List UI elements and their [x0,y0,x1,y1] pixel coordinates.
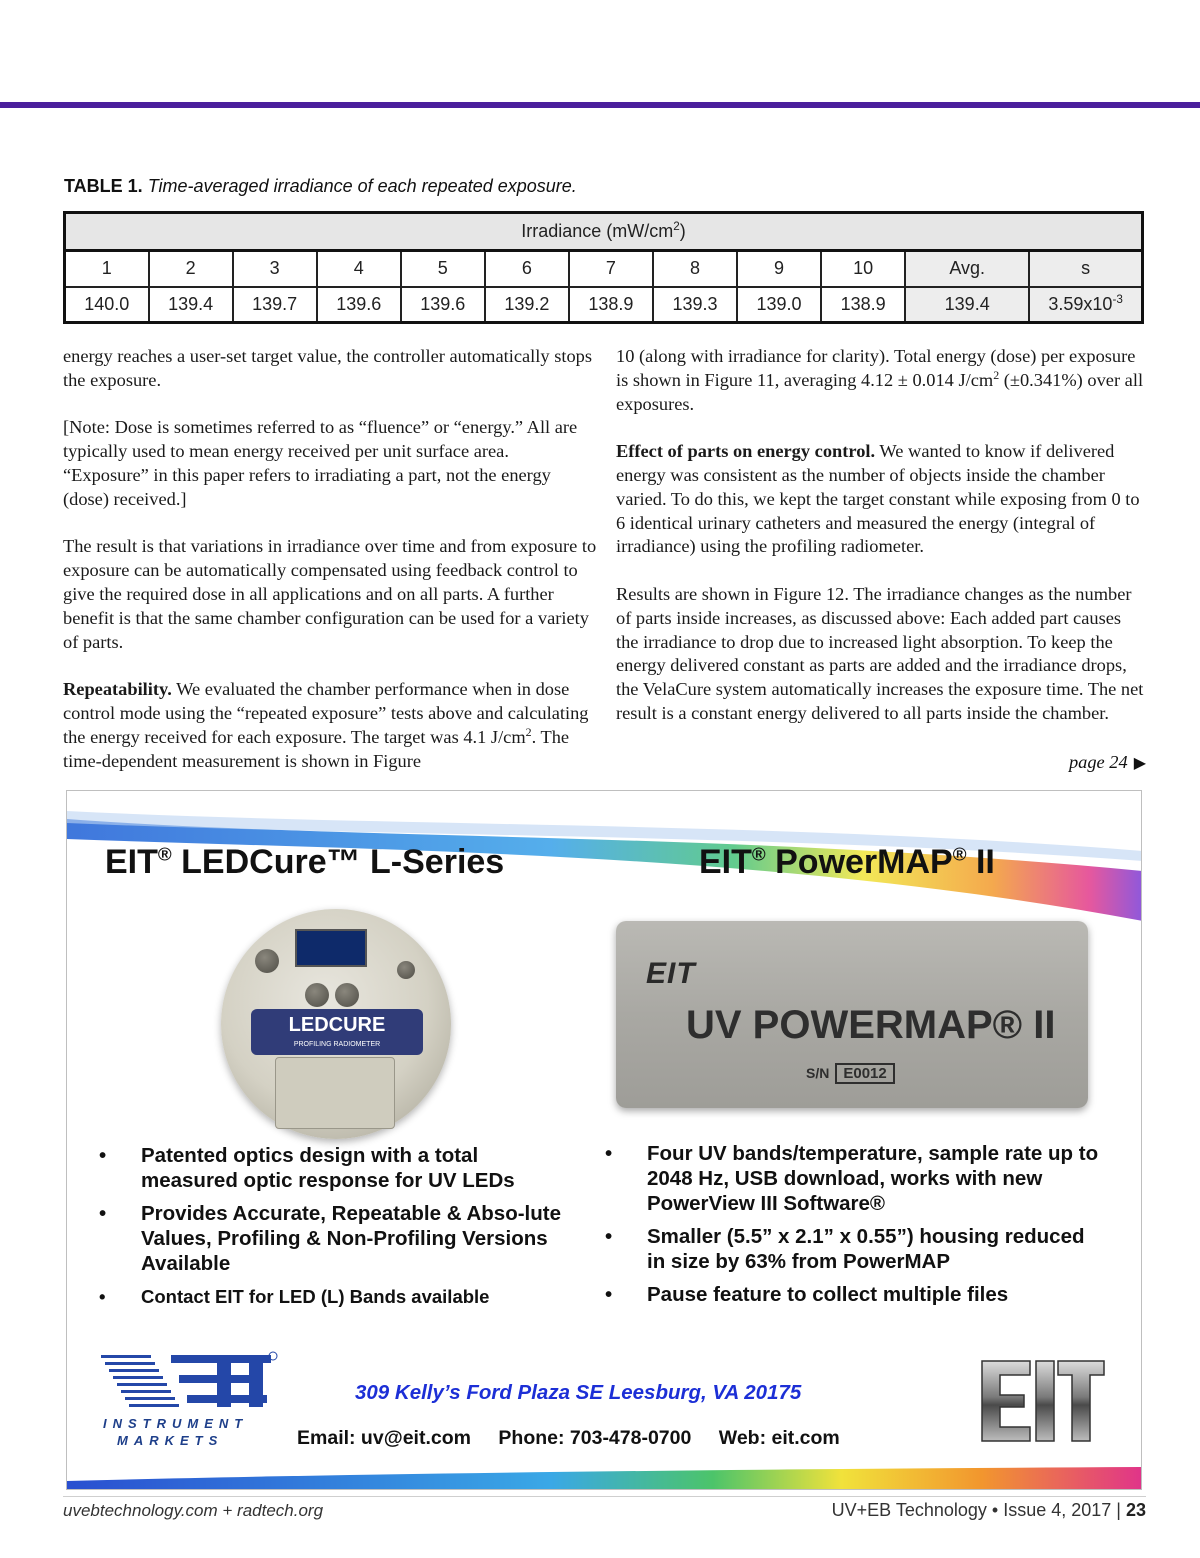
device-brand-label: LEDCURE PROFILING RADIOMETER [251,1009,423,1055]
ledcure-feature-list [99,1143,579,1317]
table-cell-std-dev: $3.59x10^{-3}$ [1029,287,1142,323]
table-column-row [65,251,1143,287]
eit-chrome-logo-icon [972,1351,1110,1451]
company-address: 309 Kelly’s Ford Plaza SE Leesburg, VA 20175 [355,1381,802,1404]
ledcure-device-image [221,909,451,1139]
device-button-icon [335,983,359,1007]
table-caption-text: Time-averaged irradiance of each repeated exposure. [147,176,577,196]
table-caption-label: TABLE 1. [64,176,143,196]
table-cell: 139.4 [149,287,233,323]
column-header: 9 [737,251,821,287]
powermap-heading: EIT® PowerMAP® II [699,843,995,881]
section-heading: Repeatability. [63,679,172,700]
list-item: • Four UV bands/temperature, sample rate up to 2048 Hz, USB download, works with new PowerView III Software® [605,1141,1105,1216]
list-item: • Provides Accurate, Repeatable & Abso-lute Values, Profiling & Non-Profiling Versions Available [99,1201,579,1276]
table-value-row [65,287,1143,323]
phone-text: Phone: 703-478-0700 [498,1427,692,1449]
paragraph: energy reaches a user-set target value, the controller automatically stops the exposure. [63,346,593,390]
table-cell: 138.9 [569,287,653,323]
paragraph: [Note: Dose is sometimes referred to as “fluence” or “energy.” All are typically used to mean energy received per unit surface area. “Exposure” in this paper refers to irradiating a part, not the energy (dose) received.] [63,417,578,509]
device-display [295,929,367,967]
list-item: • Pause feature to collect multiple files [605,1282,1105,1307]
powermap-device-image [616,921,1088,1108]
column-header: 7 [569,251,653,287]
article-left-column [63,345,598,797]
instrument-markets-text: INSTRUMENT MARKETS [103,1416,249,1448]
table-header-row [65,213,1143,251]
serial-number: S/N E0012 [806,1063,895,1084]
column-header: 2 [149,251,233,287]
arrow-right-icon: ▶ [1133,755,1146,772]
paragraph: Results are shown in Figure 12. The irradiance changes as the number of parts inside increases, as discussed above: Each added part causes the irradiance to drop due to increased light absorption. To keep the energy delivered constant as parts are added and the irradiance drops, the VelaCure system automatically increases the exposure time. The net result is a constant energy delivered to all parts inside the chamber. [616,583,1144,723]
eit-instrument-markets-logo-icon [99,1351,279,1421]
column-header: 8 [653,251,737,287]
table-cell: 139.3 [653,287,737,323]
ledcure-heading: EIT® LEDCure™ L-Series [105,843,505,881]
paragraph: Effect of parts on energy control. We wanted to know if delivered energy was consistent as the number of objects inside the chamber varied. To do this, we kept the target constant while exposing from 0 to 6 identical urinary catheters and measured the energy (integral of irradiance) using the profiling radiometer. [616,441,1140,557]
device-button-icon [305,983,329,1007]
eit-device-logo: EIT [646,957,696,990]
table-cell: 138.9 [821,287,905,323]
list-item: • Smaller (5.5” x 2.1” x 0.55”) housing reduced in size by 63% from PowerMAP [605,1224,1105,1274]
table-cell: 139.4 [905,287,1029,323]
column-header: 10 [821,251,905,287]
paragraph: 10 (along with irradiance for clarity). Total energy (dose) per exposure is shown in Figure 11, averaging 4.12 ± 0.014 $J/cm^2$ (±0.341%) over all exposures. [616,346,1144,414]
table-cell: 139.0 [737,287,821,323]
table-cell: 139.6 [317,287,401,323]
column-header: 1 [65,251,149,287]
paragraph: Repeatability. We evaluated the chamber performance when in dose control mode using the “repeated exposure” tests above and calculating the energy received for each exposure. The target was 4.1 $J/cm^2$. The time-dependent measurement is shown in Figure [63,679,589,771]
eit-advertisement [66,790,1142,1490]
power-icon [397,961,415,979]
footer-divider [63,1496,1146,1497]
column-header: 4 [317,251,401,287]
device-model-text: UV POWERMAP® II [686,1003,1056,1047]
list-item: • Contact EIT for LED (L) Bands available [99,1284,579,1309]
table-cell: 140.0 [65,287,149,323]
paragraph: The result is that variations in irradiance over time and from exposure to exposure can be automatically compensated using feedback control to give the required dose in all applications and on all parts. A further benefit is that the same chamber configuration can be used for a variety of parts. [63,536,597,652]
column-header: 5 [401,251,485,287]
powermap-feature-list [605,1141,1105,1315]
continued-on-page-link[interactable]: page 24 ▶ [1068,752,1146,772]
irradiance-table [63,211,1144,324]
web-link[interactable]: Web: eit.com [718,1427,840,1449]
footer-issue: UV+EB Technology • Issue 4, 2017 | 23 [831,1500,1146,1520]
section-heading: Effect of parts on energy control. [616,441,876,462]
table-caption [64,176,577,197]
table-cell: 139.2 [485,287,569,323]
column-header: 3 [233,251,317,287]
footer-websites: uvebtechnology.com + radtech.org [63,1501,324,1520]
page-number: 23 [1125,1500,1146,1520]
column-header: s [1029,251,1142,287]
email-text[interactable]: Email: uv@eit.com [297,1427,471,1449]
table-cell: 139.6 [401,287,485,323]
contact-line [297,1427,862,1450]
column-header: 6 [485,251,569,287]
device-button-icon [255,949,279,973]
top-accent-bar [0,102,1200,108]
table-header-cell: Irradiance $(mW/cm^2)$ [65,213,1143,251]
column-header: Avg. [905,251,1029,287]
rainbow-band [67,1463,1142,1490]
table-cell: 139.7 [233,287,317,323]
device-battery-door [275,1057,395,1129]
list-item: • Patented optics design with a total measured optic response for UV LEDs [99,1143,579,1193]
article-right-column [616,345,1146,750]
